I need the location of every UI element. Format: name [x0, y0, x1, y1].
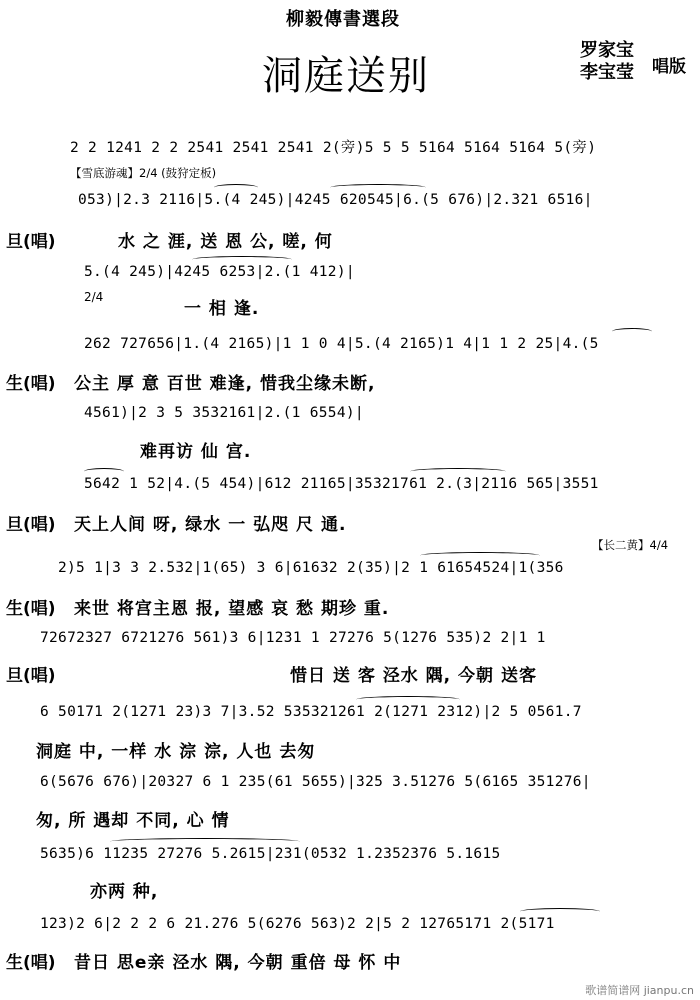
lyric-line: 昔日 思e亲 泾水 隅, 今朝 重倍 母 怀 中 [74, 953, 402, 973]
score-notes: 123)2 6|2 2 2 6 21.276 5(6276 563)2 2|5 2 12765171 2(5171 [40, 916, 555, 932]
slur-mark [520, 908, 600, 915]
role-label: 旦(唱) [6, 666, 56, 686]
role-label: 生(唱) [6, 599, 56, 619]
score-notes: 6(5676 676)|20327 6 1 235(61 5655)|325 3.51276 5(6165 351276| [40, 774, 591, 790]
lyric-line: 水 之 涯, 送 恩 公, 嗟, 何 [118, 232, 333, 252]
score-notes: 4561)|2 3 5 3532161|2.(1 6554)| [84, 405, 364, 421]
lyric-line: 一 相 逢. [184, 299, 260, 319]
slur-mark [420, 552, 540, 559]
lyric-line: 洞庭 中, 一样 水 淙 淙, 人也 去匆 [36, 742, 316, 762]
lyric-line: 惜日 送 客 泾水 隅, 今朝 送客 [290, 666, 537, 686]
singer-name: 罗家宝 [580, 40, 634, 61]
slur-mark [410, 468, 506, 475]
watermark: 歌谱简谱网 jianpu.cn [585, 984, 694, 997]
lyric-line: 匆, 所 遇却 不同, 心 情 [36, 811, 230, 831]
score-notes: 262 727656|1.(4 2165)|1 1 0 4|5.(4 2165)1 4|1 1 2 25|4.(5 [84, 336, 599, 352]
lyric-line: 难再访 仙 宫. [140, 442, 252, 462]
page-title: 洞庭送别 [262, 53, 430, 99]
lyric-line: 公主 厚 意 百世 难逢, 惜我尘缘未断, [74, 374, 376, 394]
time-signature: 2/4 [84, 290, 104, 304]
version-label: 唱版 [652, 57, 686, 77]
tune-marker: 【雪底游魂】2/4 (鼓狩定板) [70, 166, 217, 180]
role-label: 旦(唱) [6, 232, 56, 252]
slur-mark [192, 256, 292, 263]
lyric-line: 天上人间 呀, 绿水 一 弘咫 尺 通. [74, 515, 347, 535]
score-notes: 5635)6 11235 27276 5.2615|231(0532 1.2352376 5.1615 [40, 846, 501, 862]
role-label: 生(唱) [6, 374, 56, 394]
singers-block [580, 40, 634, 84]
score-notes: 053)|2.3 2116|5.(4 245)|4245 620545|6.(5 676)|2.321 6516| [78, 192, 593, 208]
lyric-line: 亦两 种, [90, 882, 159, 902]
score-notes: 2)5 1|3 3 2.532|1(65) 3 6|61632 2(35)|2 1 61654524|1(356 [58, 560, 564, 576]
tune-marker: 【长二黄】4/4 [592, 538, 669, 552]
score-notes: 6 50171 2(1271 23)3 7|3.52 535321261 2(1271 2312)|2 5 0561.7 [40, 704, 582, 720]
slur-mark [356, 696, 460, 703]
slur-mark [84, 468, 124, 475]
subtitle: 柳毅傳書選段 [286, 9, 400, 30]
role-label: 旦(唱) [6, 515, 56, 535]
slur-mark [612, 328, 652, 335]
slur-mark [330, 184, 426, 191]
score-notes: 5.(4 245)|4245 6253|2.(1 412)| [84, 264, 355, 280]
slur-mark [214, 184, 258, 191]
score-notes: 5642 1 52|4.(5 454)|612 21165|35321761 2.(3|2116 565|3551 [84, 476, 599, 492]
score-notes: 72672327 6721276 561)3 6|1231 1 27276 5(1276 535)2 2|1 1 [40, 630, 546, 646]
slur-mark [110, 838, 300, 845]
lyric-line: 来世 将宫主恩 报, 望感 哀 愁 期珍 重. [74, 599, 390, 619]
role-label: 生(唱) [6, 953, 56, 973]
score-notes: 2 2 1241 2 2 2541 2541 2541 2(旁)5 5 5 5164 5164 5164 5(旁) [70, 140, 597, 156]
singer-name: 李宝莹 [580, 62, 634, 83]
